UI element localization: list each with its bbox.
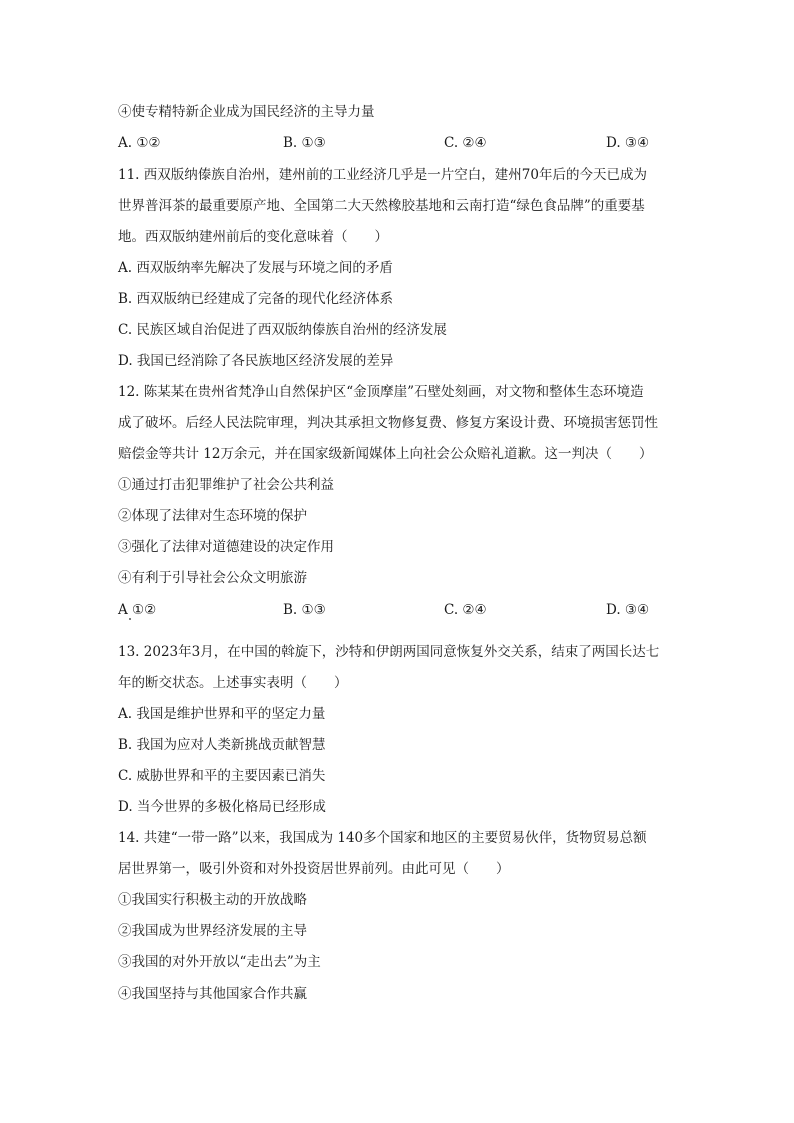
q14-item-1: ①我国实行积极主动的开放战略: [118, 892, 307, 908]
q12-option-c: C. ②④: [444, 602, 487, 618]
q11-option-a: A. 西双版纳率先解决了发展与环境之间的矛盾: [118, 260, 393, 276]
q10-options: [118, 133, 678, 153]
q14-item-3: ③我国的对外开放以“走出去”为主: [118, 954, 321, 970]
q12-item-3: ③强化了法律对道德建设的决定作用: [118, 539, 334, 555]
q12-stem-line-1: 12. 陈某某在贵州省梵净山自然保护区“金顶摩崖”石壁处刻画，对文物和整体生态环境造: [118, 384, 644, 400]
q13-option-a: A. 我国是维护世界和平的坚定力量: [118, 706, 326, 722]
q12-stem-line-2: 成了破坏。后经人民法院审理，判决其承担文物修复费、修复方案设计费、环境损害惩罚性: [118, 415, 658, 431]
stray-dot-mark: [129, 618, 131, 620]
q11-stem-line-3: 地。西双版纳建州前后的变化意味着（ ）: [118, 229, 388, 245]
q10-option-b: B. ①③: [283, 135, 326, 151]
q12-item-2: ②体现了法律对生态环境的保护: [118, 508, 307, 524]
q14-stem-line-2: 居世界第一，吸引外资和对外投资居世界前列。由此可见（ ）: [118, 861, 510, 877]
q10-option-a: A. ①②: [118, 135, 161, 151]
q14-item-2: ②我国成为世界经济发展的主导: [118, 923, 307, 939]
q11-option-b: B. 西双版纳已经建成了完备的现代化经济体系: [118, 291, 394, 307]
q13-option-d: D. 当今世界的多极化格局已经形成: [118, 799, 326, 815]
q12-option-a: A ①②: [118, 602, 157, 618]
q12-item-1: ①通过打击犯罪维护了社会公共利益: [118, 477, 334, 493]
q10-option-c: C. ②④: [444, 135, 487, 151]
q13-stem-line-2: 年的断交状态。上述事实表明（ ）: [118, 675, 348, 691]
q13-option-b: B. 我国为应对人类新挑战贡献智慧: [118, 737, 326, 753]
q11-option-c: C. 民族区域自治促进了西双版纳傣族自治州的经济发展: [118, 322, 447, 338]
q13-option-c: C. 威胁世界和平的主要因素已消失: [118, 768, 326, 784]
q14-stem-line-1: 14. 共建“一带一路”以来，我国成为 140多个国家和地区的主要贸易伙伴，货物贸易总额: [118, 830, 647, 846]
q11-option-d: D. 我国已经消除了各民族地区经济发展的差异: [118, 353, 394, 369]
q13-stem-line-1: 13. 2023年3月，在中国的斡旋下，沙特和伊朗两国同意恢复外交关系，结束了两国长达七: [118, 644, 660, 660]
q12-option-d: D. ③④: [606, 602, 650, 618]
q10-option-d: D. ③④: [606, 135, 650, 151]
q12-item-4: ④有利于引导社会公众文明旅游: [118, 570, 307, 586]
q12-stem-line-3: 赔偿金等共计 12万余元，并在国家级新闻媒体上向社会公众赔礼道歉。这一判决（ ）: [118, 446, 653, 462]
q14-item-4: ④我国坚持与其他国家合作共赢: [118, 986, 307, 1002]
q11-stem-line-1: 11. 西双版纳傣族自治州，建州前的工业经济几乎是一片空白，建州70年后的今天已成为: [118, 167, 647, 183]
q10-item-4: ④使专精特新企业成为国民经济的主导力量: [118, 104, 375, 120]
q12-options: [118, 600, 678, 620]
q11-stem-line-2: 世界普洱茶的最重要原产地、全国第二大天然橡胶基地和云南打造“绿色食品牌”的重要基: [118, 198, 645, 214]
q12-option-b: B. ①③: [283, 602, 326, 618]
